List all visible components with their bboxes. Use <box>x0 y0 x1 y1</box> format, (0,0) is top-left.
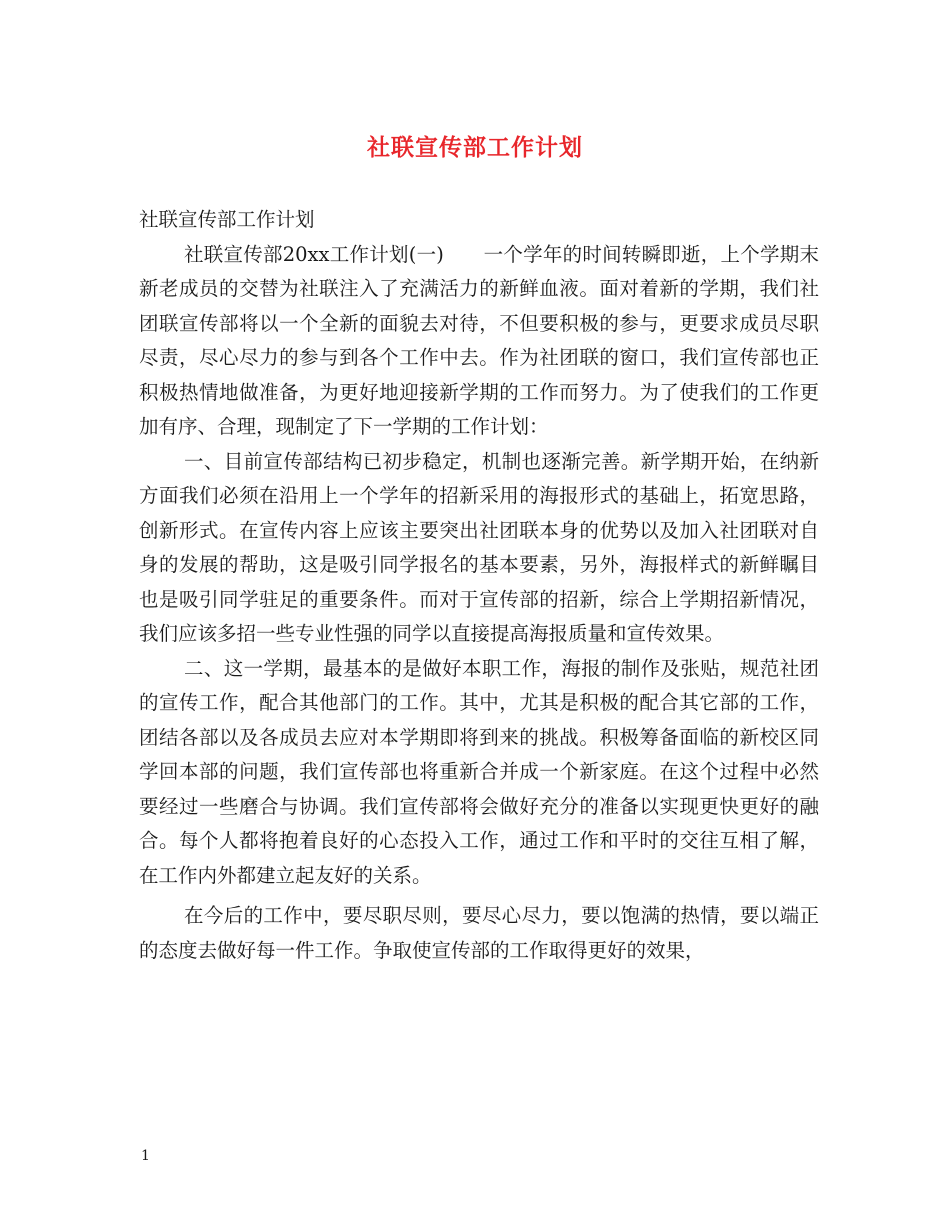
paragraph-intro: 社联宣传部20xx工作计划(一) 一个学年的时间转瞬即逝，上个学期末新老成员的交替为社联注入了充满活力的新鲜血液。面对着新的学期，我们社团联宣传部将以一个全新的面貌去对待，不但要积极的参与，更要求成员尽职尽责，尽心尽力的参与到各个工作中去。作为社团联的窗口，我们宣传部也正积极热情地做准备，为更好地迎接新学期的工作而努力。为了使我们的工作更加有序、合理，现制定了下一学期的工作计划： <box>139 242 819 438</box>
document-title: 社联宣传部工作计划 <box>367 134 583 161</box>
paragraph-section-two: 二、这一学期，最基本的是做好本职工作，海报的制作及张贴，规范社团的宣传工作，配合其他部门的工作。其中，尤其是积极的配合其它部的工作，团结各部以及各成员去应对本学期即将到来的挑战。积极筹备面临的新校区同学回本部的问题，我们宣传部也将重新合并成一个新家庭。在这个过程中必然要经过一些磨合与协调。我们宣传部将会做好充分的准备以实现更快更好的融合。每个人都将抱着良好的心态投入工作，通过工作和平时的交往互相了解，在工作内外都建立起友好的关系。 <box>139 656 819 887</box>
page-number: 1 <box>141 1148 150 1164</box>
document-subtitle: 社联宣传部工作计划 <box>139 208 315 231</box>
document-body <box>139 203 819 968</box>
paragraph-section-one: 一、目前宣传部结构已初步稳定，机制也逐渐完善。新学期开始，在纳新方面我们必须在沿用上一个学年的招新采用的海报形式的基础上，拓宽思路，创新形式。在宣传内容上应该主要突出社团联本身的优势以及加入社团联对自身的发展的帮助，这是吸引同学报名的基本要素，另外，海报样式的新鲜瞩目也是吸引同学驻足的重要条件。而对于宣传部的招新，综合上学期招新情况，我们应该多招一些专业性强的同学以直接提高海报质量和宣传效果。 <box>139 449 819 645</box>
paragraph-closing: 在今后的工作中，要尽职尽则，要尽心尽力，要以饱满的热情，要以端正的态度去做好每一件工作。争取使宣传部的工作取得更好的效果， <box>139 904 819 962</box>
